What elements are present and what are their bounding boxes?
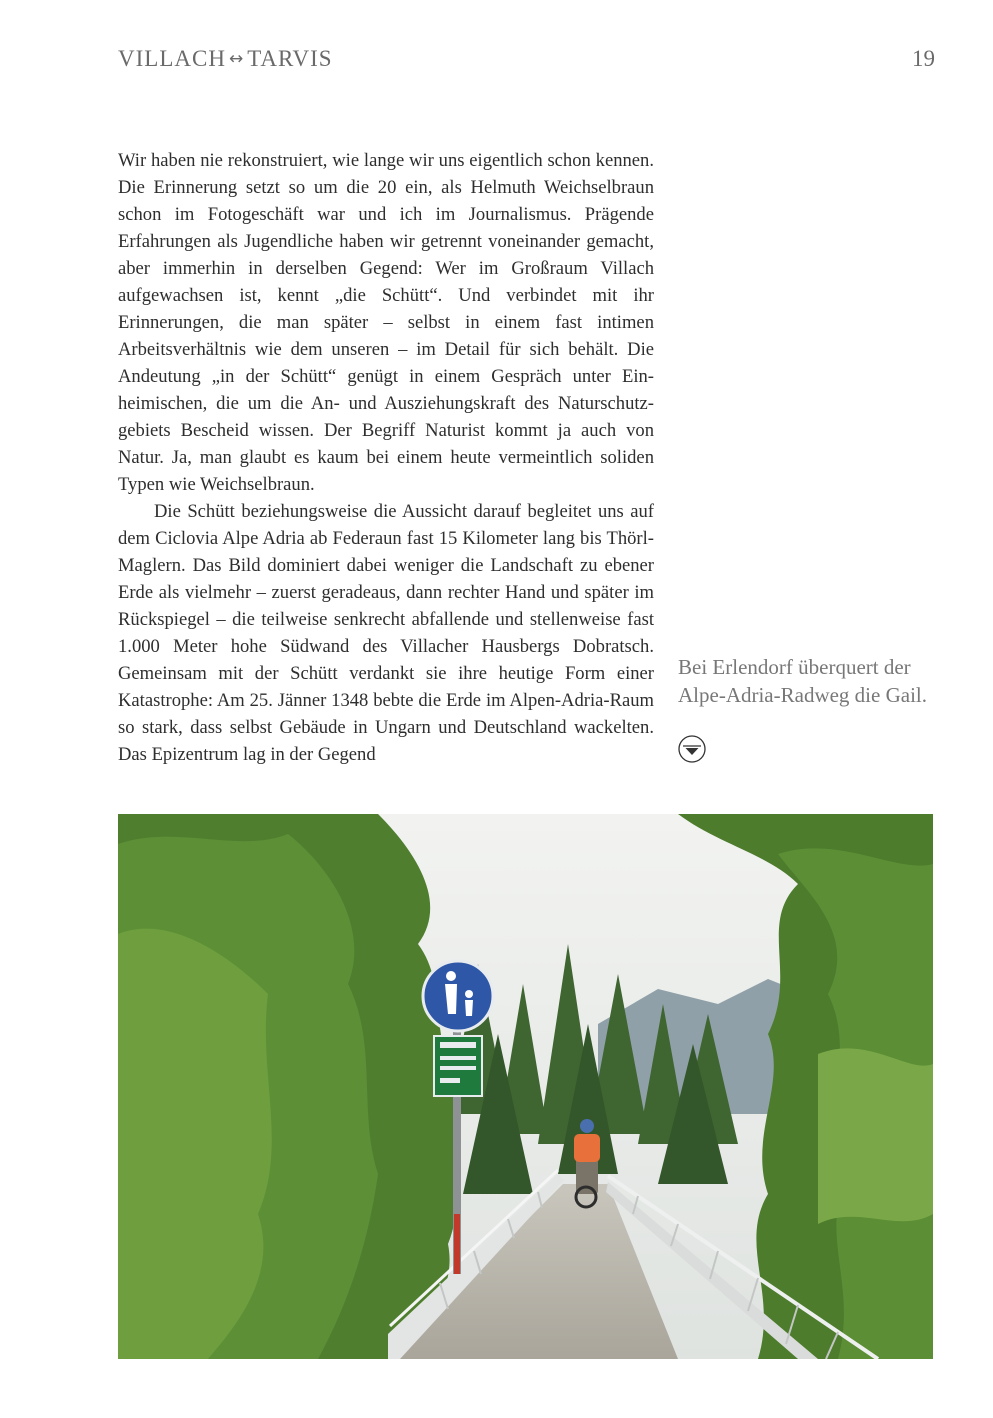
caption-line: Alpe-Adria-Radweg die Gail.: [678, 683, 927, 707]
body-text: [118, 147, 654, 768]
left-right-arrow-icon: ↔: [228, 49, 245, 69]
page-number: 19: [912, 46, 935, 71]
header-title-left: VILLACH: [118, 46, 226, 71]
caption-line: Bei Erlendorf überquert der: [678, 655, 911, 679]
photo-caption: [678, 653, 948, 709]
bridge-photo: [118, 814, 933, 1359]
paragraph: Wir haben nie rekonstruiert, wie lange wir uns eigentlich schon kennen. Die Erinnerung setzt so um die 20 ein, als Helmuth Weichselbraun schon im Fotogeschäft war und ich im Journalismus. Prägende Erfahrungen als Jugendliche haben wir getrennt voneinander gemacht, aber immerhin in derselben Gegend: Wer im Großraum Villach aufgewachsen ist, kennt „die Schütt“. Und verbindet mit ihr Erinnerungen, die man später – selbst in einem fast intimen Arbeitsverhältnis wie dem unseren – im Detail für sich behält. Die Andeutung „in der Schütt“ genügt in einem Gespräch unter Einheimischen, die um die An- und Ausziehungskraft des Naturschutzgebiets Bescheid wissen. Der Begriff Naturist kommt ja auch von Natur. Ja, man glaubt es kaum bei einem heute vermeintlich soliden Typen wie Weichselbraun.: [118, 150, 654, 495]
running-header: [118, 46, 333, 72]
header-title-right: TARVIS: [247, 46, 333, 71]
arrow-down-circle-icon: [678, 735, 706, 763]
paragraph: Die Schütt beziehungsweise die Aussicht darauf begleitet uns auf dem Ciclovia Alpe Adria ab Federaun fast 15 Kilometer lang bis Thörl-Maglern. Das Bild dominiert dabei weniger die Landschaft zu ebener Erde als vielmehr – zuerst geradeaus, dann rechter Hand und später im Rückspiegel – die teilweise senkrecht abfallende und stellenweise fast 1.000 Meter hohe Südwand des Villacher Hausbergs Dobratsch. Gemeinsam mit der Schütt verdankt sie ihre heutige Form einer Katastrophe: Am 25. Jänner 1348 bebte die Erde im Alpen-Adria-Raum so stark, dass selbst Gebäude in Ungarn und Deutschland wackelten. Das Epizentrum lag in der Gegend: [118, 501, 654, 765]
